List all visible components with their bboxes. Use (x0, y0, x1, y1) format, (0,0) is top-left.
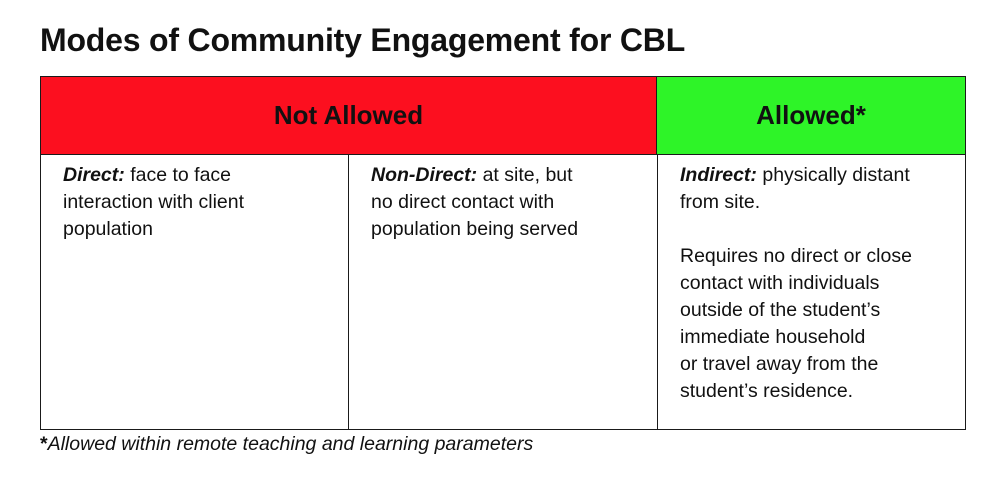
indirect-requirement-line: Requires no direct or close (680, 245, 912, 267)
indirect-requirement-line: student’s residence. (680, 380, 854, 402)
footnote-star: * (40, 433, 48, 455)
footnote-text: Allowed within remote teaching and learning parameters (47, 433, 534, 455)
engagement-table (40, 76, 966, 430)
indirect-requirement-line: immediate household (680, 326, 866, 348)
column-divider (348, 154, 349, 429)
footnote (40, 433, 533, 456)
indirect-cell (680, 162, 955, 405)
allowed-header: Allowed* (657, 77, 965, 154)
indirect-term: Indirect: (680, 164, 757, 186)
non-direct-term: Non-Direct: (371, 164, 478, 186)
paragraph-gap (680, 216, 955, 243)
indirect-requirement-line: contact with individuals (680, 272, 880, 294)
not-allowed-header: Not Allowed (41, 77, 657, 154)
indirect-requirement-line: or travel away from the (680, 353, 879, 375)
non-direct-desc-line: no direct contact with (371, 191, 555, 213)
indirect-requirement-line: outside of the student’s (680, 299, 881, 321)
column-divider (657, 154, 658, 429)
indirect-desc-line: from site. (680, 191, 761, 213)
non-direct-cell (371, 162, 633, 243)
direct-term: Direct: (63, 164, 125, 186)
indirect-desc-line: physically distant (756, 164, 910, 186)
page-title: Modes of Community Engagement for CBL (40, 22, 686, 58)
direct-desc-line: population (63, 218, 153, 240)
direct-desc-line: face to face (124, 164, 232, 186)
non-direct-desc-line: at site, but (477, 164, 573, 186)
direct-desc-line: interaction with client (63, 191, 245, 213)
header-divider (41, 154, 965, 155)
direct-cell (63, 162, 325, 243)
non-direct-desc-line: population being served (371, 218, 579, 240)
